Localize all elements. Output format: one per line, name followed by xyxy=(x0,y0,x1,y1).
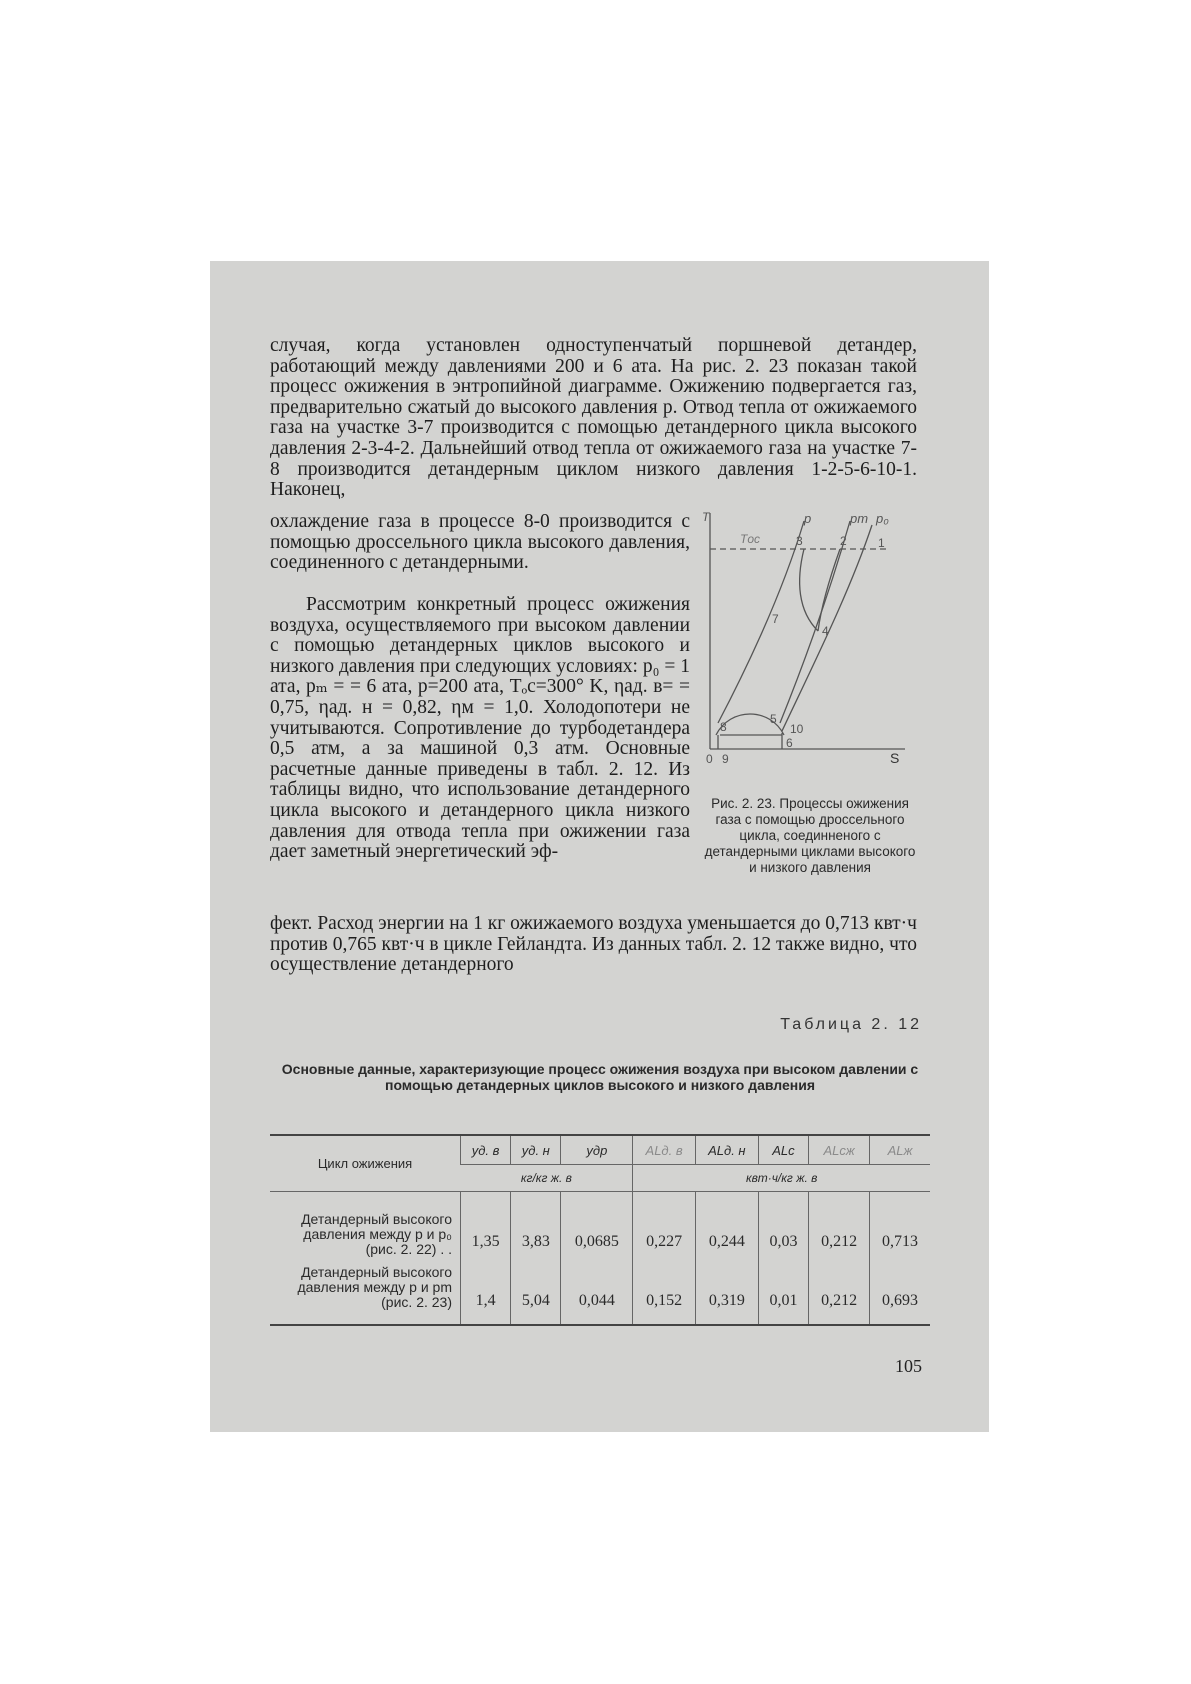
table-row xyxy=(270,1192,930,1258)
cell: 0,03 xyxy=(758,1192,808,1258)
table-header-al-c: ALc xyxy=(758,1135,808,1165)
cell: 0,0685 xyxy=(561,1192,633,1258)
cell: 0,244 xyxy=(695,1192,758,1258)
table-header-y-dv: yд. в xyxy=(461,1135,511,1165)
cell: 3,83 xyxy=(511,1192,561,1258)
cell: 5,04 xyxy=(511,1257,561,1325)
pm-label: pm xyxy=(850,511,869,526)
table-row xyxy=(270,1257,930,1325)
table-header-al-zh: ALж xyxy=(870,1135,930,1165)
table-header-al-dn: ALд. н xyxy=(695,1135,758,1165)
figure-caption: Рис. 2. 23. Процессы ожижения газа с помощью дроссельного цикла, соединненого с детандерными циклами высокого и низкого давления xyxy=(704,796,916,875)
point-9-label: 9 xyxy=(722,752,729,766)
cell: 0,319 xyxy=(695,1257,758,1325)
process-3-4 xyxy=(800,549,818,631)
cell: 0,713 xyxy=(870,1192,930,1258)
table-header-y-dr: yдр xyxy=(561,1135,633,1165)
point-6-label: 6 xyxy=(786,736,793,750)
cell: 0,693 xyxy=(870,1257,930,1325)
cell: 1,4 xyxy=(461,1257,511,1325)
point-0-label: 0 xyxy=(706,752,713,766)
row-name: Детандерный высокого давления между p и pm (рис. 2. 23) xyxy=(297,1264,452,1310)
cell: 0,212 xyxy=(809,1192,870,1258)
paragraph-1: случая, когда установлен одноступенчатый поршневой детандер, работающий между давлениями 200 и 6 ата. На рис. 2. 23 показан такой процесс ожижения в энтропийной диаграмме. Ожижению подвергается газ, предварительно сжатый до высокого давления p. Отвод тепла от ожижаемого газа на участке 3-7 производится с помощью детандерного цикла высокого давления 2-3-4-2. Дальнейший отвод тепла от ожижаемого газа на участке 7-8 производится детандерным циклом низкого давления 1-2-5-6-10-1. Наконец, xyxy=(270,335,917,501)
table-title: Основные данные, характеризующие процесс ожижения воздуха при высоком давлении с помощью детандерных циклов высокого и низкого давления xyxy=(281,1061,919,1093)
point-7-label: 7 xyxy=(772,612,779,626)
point-5-label: 5 xyxy=(770,712,777,726)
ts-diagram-svg xyxy=(700,511,920,791)
table-unit-al: квт·ч/кг ж. в xyxy=(633,1165,930,1192)
cell: 0,044 xyxy=(561,1257,633,1325)
table-unit-y: кг/кг ж. в xyxy=(461,1165,633,1192)
cell: 0,212 xyxy=(809,1257,870,1325)
point-3-label: 3 xyxy=(796,534,803,548)
point-2-label: 2 xyxy=(840,534,847,548)
paragraph-3-text: Рассмотрим конкретный процесс ожижения воздуха, осуществляемого при высоком давлении с помощью детандерных циклов высокого и низкого давления при следующих условиях: p₀ = 1 ата, pₘ = = 6 ата, p=200 ата, Tₒc=300° K, ηад. в= = 0,75, ηад. н = 0,82, ηм = 1,0. Холодопотери не учитываются. Сопротивление до турбодетандера 0,5 атм, а за машиной 0,3 атм. Основные расчетные данные приведены в табл. 2. 12. Из таблицы видно, что использование детандерного цикла высокого и детандерного цикла низкого давления для отвода тепла при ожижении газа дает заметный энергетический эф- xyxy=(270,594,690,863)
s-axis-label: S xyxy=(890,750,900,766)
table-label: Таблица 2. 12 xyxy=(780,1016,922,1033)
t-axis-label: T xyxy=(702,511,710,524)
point-4-label: 4 xyxy=(822,624,829,638)
row-name: Детандерный высокого давления между p и p₀ (рис. 2. 22) . . xyxy=(301,1211,452,1257)
point-10-label: 10 xyxy=(790,722,804,736)
p0-label: p₀ xyxy=(876,511,889,526)
paragraph-4: фект. Расход энергии на 1 кг ожижаемого воздуха уменьшается до 0,713 квт·ч против 0,765 квт·ч в цикле Гейландта. Из данных табл. 2. 12 также видно, что осуществление детандерного xyxy=(270,913,917,976)
cell: 0,01 xyxy=(758,1257,808,1325)
cell: 0,227 xyxy=(633,1192,696,1258)
cell: 0,152 xyxy=(633,1257,696,1325)
p-label: p xyxy=(804,511,812,526)
paragraph-2: охлаждение газа в процессе 8-0 производится с помощью дроссельного цикла высокого давления, соединенного с детандерными. xyxy=(270,511,690,574)
table-header-cycle: Цикл ожижения xyxy=(317,1156,413,1171)
scanned-page xyxy=(210,261,989,1432)
toc-label: Tос xyxy=(740,532,761,546)
cell: 1,35 xyxy=(461,1192,511,1258)
isobar-p xyxy=(718,521,804,723)
data-table xyxy=(270,1134,930,1326)
paragraph-3 xyxy=(270,595,690,863)
table-header-y-dn: yд. н xyxy=(511,1135,561,1165)
page-number: 105 xyxy=(895,1356,922,1376)
table-header-al-dv: ALд. в xyxy=(633,1135,696,1165)
point-8-label: 8 xyxy=(720,720,727,734)
table-header-al-szh: ALсж xyxy=(809,1135,870,1165)
point-1-label: 1 xyxy=(878,536,885,550)
